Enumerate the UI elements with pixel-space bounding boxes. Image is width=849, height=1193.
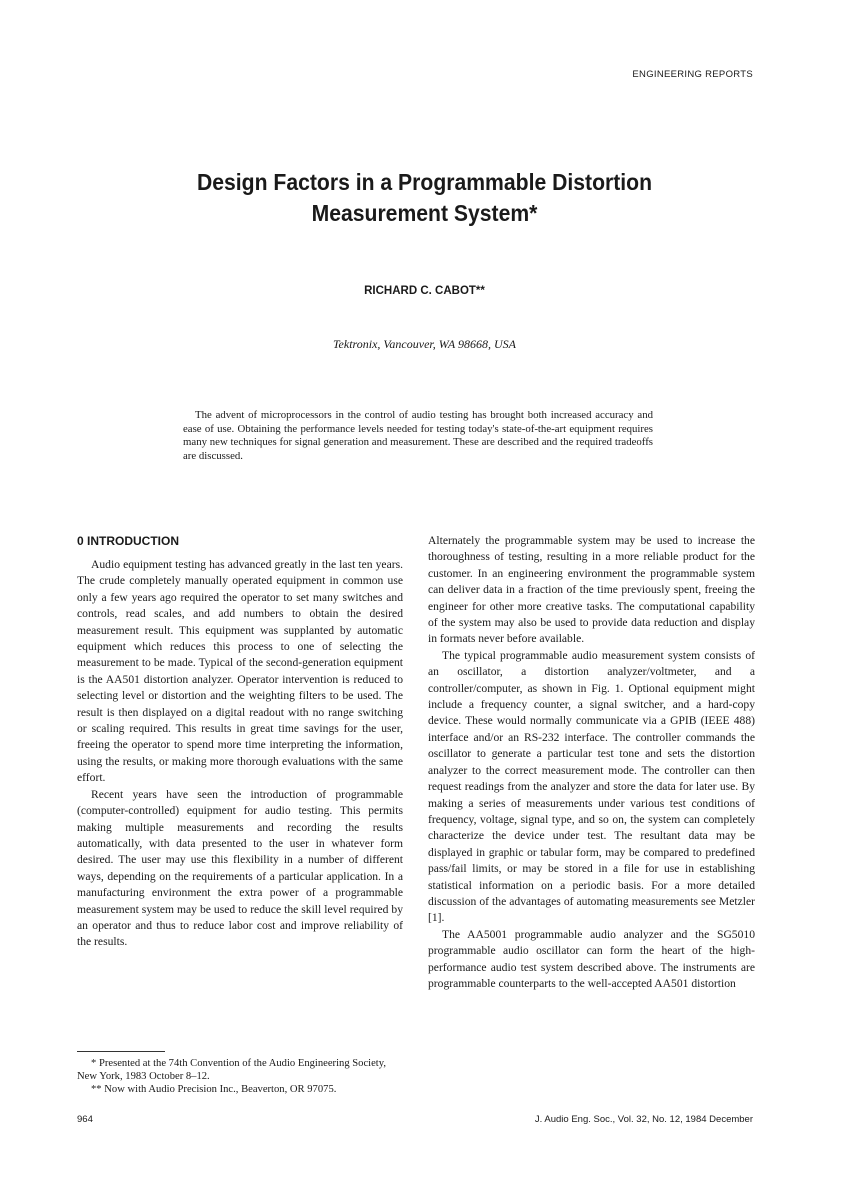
body-paragraph: The typical programmable audio measurement system consists of an oscillator, a distortion analyzer/voltmeter, and a controller/computer, as shown in Fig. 1. Optional equipment might include a frequency counter, a signal switcher, and a hard-copy device. These would normally communicate via a GPIB (IEEE 488) interface and/or an RS-232 interface. The controller commands the oscillator to generate a particular test tone and sets the distortion analyzer to the correct measurement mode. The controller can then request readings from the analyzer and store the data for later use. By making a series of measurements under various test conditions of frequency, voltage, signal type, and so on, the system can completely characterize the device under test. The resultant data may be displayed in graphic or tabular form, may be compared to predefined pass/fail limits, or may be stored in a file for use in establishing statistical information on a periodic basis. For a more detailed discussion of the advantages of automating measurements see Metzler [1].	[428, 648, 755, 925]
body-paragraph: Alternately the programmable system may be used to increase the thoroughness of testing, resulting in a more reliable product for the customer. In an engineering environment the programmable system can deliver data in a fraction of the time previously spent, freeing the engineer for other more creative tasks. The computational capability of the system may also be used to provide data reduction and display in formats never before available.	[428, 534, 755, 646]
footnote: ** Now with Audio Precision Inc., Beaverton, OR 97075.	[91, 1084, 337, 1095]
title-line-2: Measurement System*	[311, 200, 538, 226]
body-paragraph: The AA5001 programmable audio analyzer and the SG5010 programmable audio oscillator can form the heart of the high-performance audio test system described above. The instruments are programmable counterparts to the well-accepted AA501 distortion	[428, 927, 755, 990]
body-paragraph: Audio equipment testing has advanced greatly in the last ten years. The crude completely manually operated equipment in common use only a few years ago required the operator to set many switches and controls, read scales, and add numbers to obtain the desired measurement result. This equipment was supplanted by automatic equipment which reduces this process to one of selecting the measurement to be made. Typical of the second-generation equipment is the AA501 distortion analyzer. Operator intervention is reduced to selecting level or distortion and the weighting filters to be used. The result is then displayed on a digital readout with no range switching or scaling required. This results in great time savings for the user, freeing the operator to spend more time interpreting the information, using the results, or making more thorough evaluations with the same effort.	[77, 558, 403, 785]
left-column	[77, 533, 403, 951]
author-name: RICHARD C. CABOT**	[364, 285, 485, 297]
page-number: 964	[77, 1114, 93, 1125]
paper-title	[34, 167, 815, 229]
running-head: ENGINEERING REPORTS	[632, 69, 753, 80]
footnotes	[77, 1057, 403, 1096]
footnote: * Presented at the 74th Convention of the Audio Engineering Society, New York, 1983 October 8–12.	[77, 1058, 386, 1082]
body-paragraph: Recent years have seen the introduction of programmable (computer-controlled) equipment for audio testing. This permits making multiple measurements and recording the results automatically, with data presented to the user in whatever form desired. The user may use this flexibility in a number of different ways, depending on the requirements of a particular application. In a manufacturing environment the extra power of a programmable measurement system may be used to reduce the skill level required by an operator and thus to reduce labor cost and improve reliability of the results.	[77, 787, 403, 949]
journal-citation: J. Audio Eng. Soc., Vol. 32, No. 12, 1984 December	[534, 1114, 753, 1125]
footnote-divider	[77, 1051, 165, 1052]
right-column	[428, 533, 755, 992]
title-line-1: Design Factors in a Programmable Distortion	[196, 169, 653, 195]
author-affiliation: Tektronix, Vancouver, WA 98668, USA	[332, 337, 517, 351]
abstract: The advent of microprocessors in the control of audio testing has brought both increased accuracy and ease of use. Obtaining the performance levels needed for testing today's state-of-the-art equipment requires many new techniques for signal generation and measurement. These are described and the required tradeoffs are discussed.	[183, 409, 653, 462]
section-heading: 0 INTRODUCTION	[77, 534, 179, 548]
